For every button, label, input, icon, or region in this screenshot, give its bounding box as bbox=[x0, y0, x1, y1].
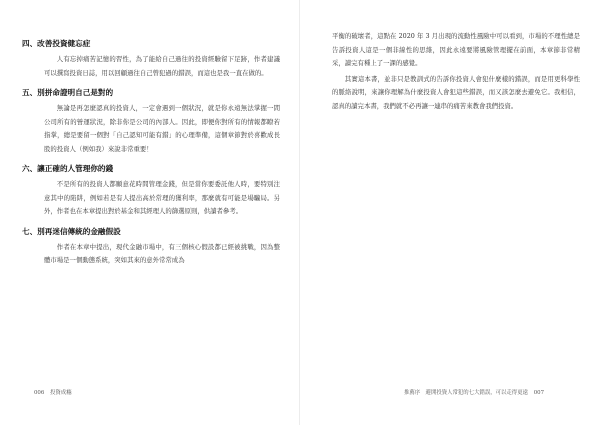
running-title: 推薦序 避開投資人常犯的七大錯誤，可以走得更遠 bbox=[403, 390, 528, 396]
right-page bbox=[300, 0, 600, 425]
running-title: 投資成癮 bbox=[50, 390, 72, 396]
section-paragraph: 不是所有的投資人都願意花時間管理金錢，但是當你要委託他人時，要特別注意其中的陷阱，例如若是有人提出高於常理的獲利率，那麼就有可能是場騙局。另外，作者也在本章提出對於基金和其經理人的篩選原則，供讀者參考。 bbox=[44, 180, 280, 215]
section-heading: 六、讓正確的人管理你的錢 bbox=[22, 164, 114, 173]
continued-paragraph: 平衡的破壞者，這點在 2020 年 3 月出現的流動性風險中可以看到，市場的不理性總是告訴投資人這是一個非線性的思維，因此永遠要將風險管理擺在前面，本章節非常精采，讀完有種上了一課的感覺。 bbox=[332, 32, 580, 67]
section-paragraph: 人有忘掉痛苦記憶的習性，為了能給自己過往的投資經驗留下足跡，作者建議可以撰寫投資日誌，用以回顧過往自己曾犯過的錯誤，而這也是我一直在做的。 bbox=[44, 55, 280, 77]
section-paragraph: 無論是再怎麼認真的投資人，一定會遇到一個狀況，就是你永遠無法掌握一間公司所有的營運狀況，除非你是公司的內部人。因此，即便你對所有的情報都瞭若指掌，總是要留一個對「自己認知可能有錯」的心理準備，這個章節對於喜歡成長股的投資人（例如我）來說非常重要！ bbox=[44, 104, 280, 153]
body-paragraph: 其實這本書，並非只是教訓式的告訴你投資人會犯什麼樣的錯誤，而是用更科學性的脈絡說明，來讓你理解為什麼投資人會犯這些錯誤，而又該怎麼去避免它。我相信，認真的讀完本書，我們就不必再讓一連串的痛苦來教會我們投資。 bbox=[332, 74, 580, 110]
section-heading: 四、改善投資健忘症 bbox=[22, 39, 91, 48]
right-page-column bbox=[332, 30, 580, 115]
left-page-column bbox=[22, 30, 280, 275]
left-page-footer bbox=[34, 388, 72, 396]
section-right-money-manager bbox=[22, 163, 280, 219]
right-page-footer bbox=[404, 388, 544, 396]
section-prove-yourself-right bbox=[22, 87, 280, 156]
section-paragraph: 作者在本章中提出，現代金融市場中，有三個核心假設都已經被挑戰，因為整體市場是一個動態系統，突如其來的意外常常成為 bbox=[44, 242, 280, 264]
section-heading: 七、別再迷信傳統的金融假設 bbox=[22, 226, 121, 236]
page-number: 007 bbox=[533, 390, 544, 396]
section-financial-assumptions bbox=[22, 226, 280, 268]
section-investment-amnesia bbox=[22, 38, 280, 80]
page-number: 006 bbox=[34, 390, 45, 396]
section-heading: 五、別拼命證明自己是對的 bbox=[22, 88, 114, 97]
